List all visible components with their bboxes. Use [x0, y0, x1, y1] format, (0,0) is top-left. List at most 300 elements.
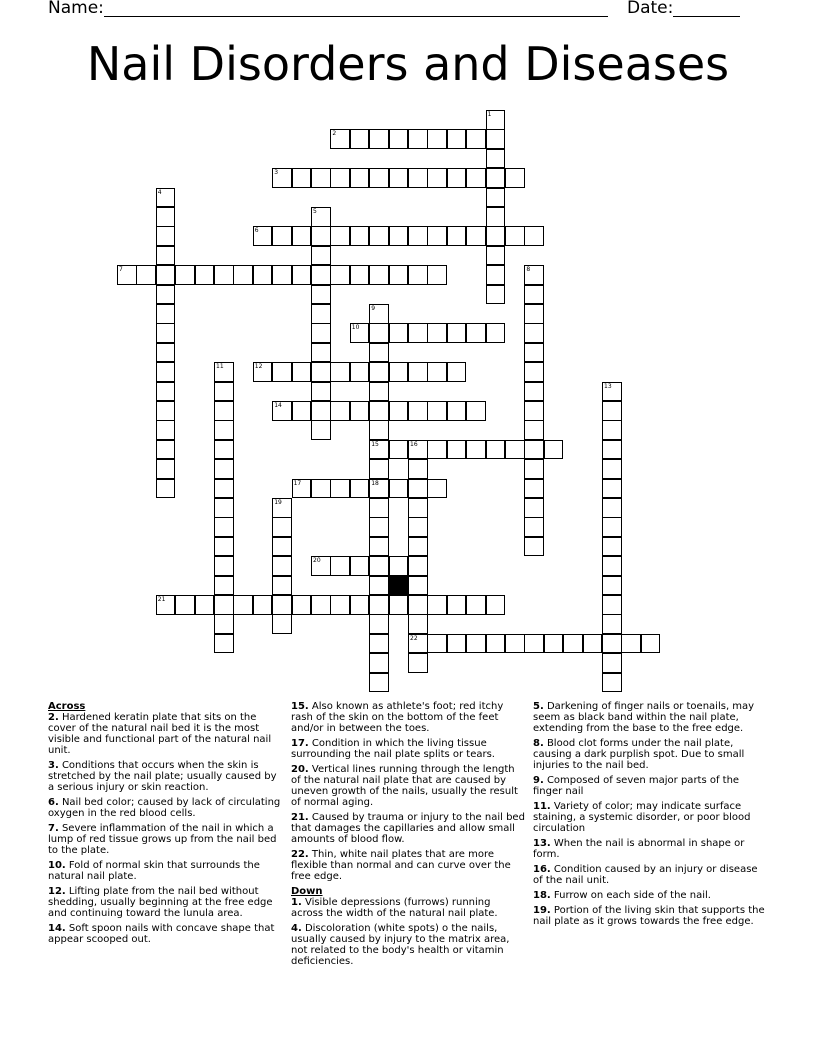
clue-num: 13.: [533, 838, 551, 849]
clues-column-2: [291, 701, 525, 971]
grid-cell[interactable]: [524, 440, 544, 460]
grid-cell[interactable]: [156, 382, 176, 402]
clue-text: Blood clot forms under the nail plate, causing a dark purplish spot. Due to small injuries to the nail bed.: [533, 738, 745, 771]
grid-cell[interactable]: [408, 576, 428, 596]
grid-cell[interactable]: [505, 168, 525, 188]
grid-cell[interactable]: [311, 420, 331, 440]
grid-cell[interactable]: [524, 498, 544, 518]
grid-cell[interactable]: [272, 556, 292, 576]
grid-cell[interactable]: [272, 226, 292, 246]
grid-cell[interactable]: [156, 304, 176, 324]
grid-cell[interactable]: [253, 265, 273, 285]
grid-cell[interactable]: [156, 459, 176, 479]
grid-cell[interactable]: [195, 265, 215, 285]
grid-cell[interactable]: [330, 168, 350, 188]
clue-text: Nail bed color; caused by lack of circulating oxygen in the red blood cells.: [48, 797, 281, 819]
grid-cell[interactable]: [408, 168, 428, 188]
grid-cell[interactable]: [272, 614, 292, 634]
grid-cell[interactable]: [369, 440, 389, 460]
grid-cell[interactable]: [369, 537, 389, 557]
grid-cell[interactable]: [505, 634, 525, 654]
grid-cell[interactable]: [602, 595, 622, 615]
grid-cell[interactable]: [544, 440, 564, 460]
clue-item: [533, 838, 767, 860]
grid-cell[interactable]: [602, 576, 622, 596]
grid-cell[interactable]: [408, 265, 428, 285]
grid-cell[interactable]: [524, 226, 544, 246]
grid-cell[interactable]: [389, 479, 409, 499]
clue-number: 7: [119, 266, 123, 274]
grid-cell[interactable]: [272, 537, 292, 557]
grid-cell[interactable]: [350, 129, 370, 149]
grid-cell[interactable]: [602, 382, 622, 402]
clue-number: 12: [254, 363, 263, 371]
grid-cell[interactable]: [272, 595, 292, 615]
grid-cell[interactable]: [486, 246, 506, 266]
grid-cell[interactable]: [408, 498, 428, 518]
clue-text: Composed of seven major parts of the finger nail: [533, 775, 740, 797]
grid-cell[interactable]: [369, 595, 389, 615]
clue-number: 2: [332, 130, 337, 138]
grid-cell[interactable]: [156, 207, 176, 227]
grid-cell[interactable]: [330, 401, 350, 421]
grid-cell[interactable]: [292, 479, 312, 499]
grid-cell[interactable]: [369, 459, 389, 479]
grid-cell[interactable]: [408, 556, 428, 576]
grid-cell[interactable]: [486, 149, 506, 169]
grid-cell[interactable]: [195, 595, 215, 615]
clue-text: Discoloration (white spots) o the nails, usually caused by injury to the matrix area, not related to the body's health or vitamin deficiencies.: [291, 923, 510, 967]
clue-num: 4.: [291, 923, 302, 934]
grid-cell[interactable]: [524, 304, 544, 324]
grid-cell[interactable]: [156, 265, 176, 285]
grid-cell[interactable]: [369, 420, 389, 440]
clue-num: 5.: [533, 701, 544, 712]
grid-cell[interactable]: [214, 382, 234, 402]
grid-cell[interactable]: [175, 595, 195, 615]
clue-item: [48, 923, 282, 945]
grid-cell[interactable]: [214, 576, 234, 596]
grid-cell[interactable]: [389, 226, 409, 246]
grid-cell[interactable]: [602, 673, 622, 693]
grid-cell[interactable]: [408, 226, 428, 246]
clue-num: 12.: [48, 886, 66, 897]
grid-cell[interactable]: [214, 401, 234, 421]
clue-number: 8: [526, 266, 531, 274]
grid-cell[interactable]: [408, 323, 428, 343]
grid-cell[interactable]: [408, 634, 428, 654]
grid-cell[interactable]: [602, 634, 622, 654]
grid-cell[interactable]: [369, 382, 389, 402]
clue-num: 9.: [533, 775, 544, 786]
grid-cell[interactable]: [350, 556, 370, 576]
grid-cell[interactable]: [466, 226, 486, 246]
grid-cell[interactable]: [486, 207, 506, 227]
grid-cell[interactable]: [369, 304, 389, 324]
clue-text: Vertical lines running through the length of the natural nail plate that are caused by uneven growth of the nails, usually the result of normal aging.: [291, 764, 518, 808]
grid-cell[interactable]: [214, 556, 234, 576]
grid-cell[interactable]: [641, 634, 661, 654]
clue-num: 2.: [48, 712, 59, 723]
grid-cell[interactable]: [389, 595, 409, 615]
clue-item: [533, 738, 767, 771]
grid-cell[interactable]: [389, 556, 409, 576]
clue-text: Variety of color; may indicate surface staining, a systemic disorder, or poor blood circulation: [533, 801, 751, 834]
grid-cell[interactable]: [408, 614, 428, 634]
grid-cell[interactable]: [466, 595, 486, 615]
grid-cell[interactable]: [602, 401, 622, 421]
grid-cell[interactable]: [427, 362, 447, 382]
grid-cell[interactable]: [214, 634, 234, 654]
grid-cell[interactable]: [330, 479, 350, 499]
grid-cell[interactable]: [330, 362, 350, 382]
grid-cell[interactable]: [253, 362, 273, 382]
grid-cell[interactable]: [408, 129, 428, 149]
grid-cell[interactable]: [524, 634, 544, 654]
grid-cell[interactable]: [486, 110, 506, 130]
grid-cell[interactable]: [486, 285, 506, 305]
grid-cell[interactable]: [311, 265, 331, 285]
grid-cell[interactable]: [466, 401, 486, 421]
grid-cell[interactable]: [544, 634, 564, 654]
grid-cell[interactable]: [350, 595, 370, 615]
grid-cell[interactable]: [156, 420, 176, 440]
grid-cell[interactable]: [408, 401, 428, 421]
grid-cell[interactable]: [524, 479, 544, 499]
grid-cell[interactable]: [408, 595, 428, 615]
clue-number: 14: [274, 402, 282, 409]
grid-cell[interactable]: [156, 440, 176, 460]
grid-cell[interactable]: [292, 168, 312, 188]
grid-cell[interactable]: [369, 129, 389, 149]
grid-cell[interactable]: [369, 634, 389, 654]
clue-num: 7.: [48, 823, 59, 834]
grid-cell[interactable]: [369, 517, 389, 537]
grid-cell[interactable]: [156, 595, 176, 615]
grid-cell[interactable]: [214, 498, 234, 518]
grid-cell[interactable]: [408, 653, 428, 673]
grid-cell[interactable]: [330, 226, 350, 246]
grid-cell[interactable]: [408, 537, 428, 557]
clue-item: [48, 712, 282, 756]
grid-cell[interactable]: [350, 479, 370, 499]
grid-cell[interactable]: [369, 401, 389, 421]
grid-cell[interactable]: [447, 634, 467, 654]
clue-num: 1.: [291, 897, 302, 908]
clue-item: [291, 849, 525, 882]
grid-cell[interactable]: [156, 323, 176, 343]
grid-cell[interactable]: [214, 537, 234, 557]
clue-text: Furrow on each side of the nail.: [550, 890, 711, 901]
grid-cell[interactable]: [563, 634, 583, 654]
grid-cell[interactable]: [369, 226, 389, 246]
grid-cell[interactable]: [350, 401, 370, 421]
clue-item: [533, 801, 767, 834]
grid-cell[interactable]: [272, 401, 292, 421]
clue-item: [533, 701, 767, 734]
grid-cell[interactable]: [292, 362, 312, 382]
grid-cell[interactable]: [156, 285, 176, 305]
grid-cell[interactable]: [253, 595, 273, 615]
grid-cell[interactable]: [369, 343, 389, 363]
clue-text: Conditions that occurs when the skin is stretched by the nail plate; usually caused by a serious injury or skin reaction.: [48, 760, 277, 793]
grid-cell[interactable]: [292, 265, 312, 285]
grid-cell[interactable]: [214, 265, 234, 285]
grid-cell[interactable]: [214, 420, 234, 440]
grid-cell[interactable]: [156, 188, 176, 208]
grid-cell[interactable]: [156, 343, 176, 363]
grid-cell[interactable]: [602, 517, 622, 537]
grid-cell[interactable]: [214, 595, 234, 615]
grid-cell[interactable]: [408, 362, 428, 382]
clue-number: 5: [313, 208, 317, 215]
clue-num: 10.: [48, 860, 66, 871]
clue-text: Hardened keratin plate that sits on the cover of the natural nail bed it is the most visible and functional part of the natural nail unit.: [48, 712, 272, 756]
grid-cell[interactable]: [621, 634, 641, 654]
grid-cell[interactable]: [602, 479, 622, 499]
grid-cell[interactable]: [447, 323, 467, 343]
grid-cell[interactable]: [408, 440, 428, 460]
clue-item: [533, 864, 767, 886]
grid-cell[interactable]: [389, 129, 409, 149]
grid-cell[interactable]: [214, 440, 234, 460]
grid-cell[interactable]: [330, 595, 350, 615]
grid-cell[interactable]: [427, 634, 447, 654]
page-title: Nail Disorders and Diseases: [86, 37, 730, 91]
grid-cell[interactable]: [369, 673, 389, 693]
clue-item: [533, 890, 767, 901]
grid-cell[interactable]: [602, 420, 622, 440]
grid-cell[interactable]: [311, 168, 331, 188]
grid-cell[interactable]: [272, 576, 292, 596]
clue-text: Fold of normal skin that surrounds the natural nail plate.: [48, 860, 260, 882]
grid-cell[interactable]: [602, 537, 622, 557]
grid-cell[interactable]: [427, 401, 447, 421]
grid-cell[interactable]: [466, 323, 486, 343]
grid-cell[interactable]: [389, 168, 409, 188]
grid-cell[interactable]: [524, 285, 544, 305]
grid-cell[interactable]: [427, 168, 447, 188]
grid-cell[interactable]: [447, 595, 467, 615]
grid-cell[interactable]: [311, 362, 331, 382]
grid-cell[interactable]: [311, 226, 331, 246]
grid-cell[interactable]: [292, 226, 312, 246]
grid-cell[interactable]: [350, 323, 370, 343]
grid-cell[interactable]: [486, 226, 506, 246]
grid-cell[interactable]: [524, 362, 544, 382]
grid-cell[interactable]: [369, 498, 389, 518]
grid-cell[interactable]: [427, 226, 447, 246]
grid-cell[interactable]: [408, 459, 428, 479]
grid-cell[interactable]: [214, 362, 234, 382]
grid-cell[interactable]: [272, 362, 292, 382]
grid-cell[interactable]: [486, 595, 506, 615]
grid-cell[interactable]: [350, 168, 370, 188]
grid-cell[interactable]: [311, 479, 331, 499]
grid-cell[interactable]: [583, 634, 603, 654]
grid-cell[interactable]: [486, 323, 506, 343]
clue-number: 15: [371, 440, 379, 448]
clue-number: 17: [293, 479, 302, 487]
clue-num: 15.: [291, 701, 309, 712]
grid-cell[interactable]: [486, 265, 506, 285]
clue-num: 8.: [533, 738, 544, 749]
grid-cell[interactable]: [330, 129, 350, 149]
grid-cell[interactable]: [486, 168, 506, 188]
clue-num: 19.: [533, 905, 551, 916]
grid-cell[interactable]: [389, 362, 409, 382]
grid-cell[interactable]: [466, 634, 486, 654]
grid-cell[interactable]: [136, 265, 156, 285]
grid-cell[interactable]: [486, 440, 506, 460]
clue-num: 11.: [533, 801, 551, 812]
grid-cell[interactable]: [524, 401, 544, 421]
grid-cell[interactable]: [156, 401, 176, 421]
grid-cell[interactable]: [369, 653, 389, 673]
grid-cell[interactable]: [311, 343, 331, 363]
clue-item: [48, 797, 282, 819]
grid-cell[interactable]: [602, 556, 622, 576]
grid-cell[interactable]: [408, 517, 428, 537]
grid-cell[interactable]: [311, 401, 331, 421]
clue-num: 3.: [48, 760, 59, 771]
grid-cell[interactable]: [389, 323, 409, 343]
grid-cell[interactable]: [311, 246, 331, 266]
grid-cell[interactable]: [524, 323, 544, 343]
grid-cell[interactable]: [602, 498, 622, 518]
grid-cell[interactable]: [447, 226, 467, 246]
clue-number: 1: [487, 111, 492, 118]
grid-cell[interactable]: [602, 440, 622, 460]
grid-cell[interactable]: [233, 265, 253, 285]
grid-cell[interactable]: [486, 188, 506, 208]
grid-cell[interactable]: [369, 362, 389, 382]
grid-cell[interactable]: [486, 634, 506, 654]
clue-item: [48, 860, 282, 882]
clue-text: Condition in which the living tissue surrounding the nail plate splits or tears.: [291, 738, 495, 760]
grid-cell[interactable]: [330, 556, 350, 576]
grid-cell[interactable]: [389, 265, 409, 285]
grid-cell[interactable]: [292, 595, 312, 615]
grid-cell[interactable]: [253, 226, 273, 246]
grid-cell[interactable]: [156, 226, 176, 246]
grid-cell[interactable]: [214, 459, 234, 479]
grid-cell[interactable]: [369, 556, 389, 576]
grid-cell[interactable]: [330, 265, 350, 285]
grid-cell[interactable]: [311, 304, 331, 324]
grid-cell[interactable]: [369, 576, 389, 596]
grid-cell[interactable]: [272, 498, 292, 518]
grid-cell[interactable]: [156, 479, 176, 499]
grid-cell[interactable]: [156, 246, 176, 266]
grid-cell[interactable]: [447, 401, 467, 421]
grid-cell[interactable]: [505, 226, 525, 246]
clue-item: [291, 738, 525, 760]
grid-cell[interactable]: [214, 614, 234, 634]
grid-cell[interactable]: [427, 595, 447, 615]
grid-cell[interactable]: [311, 556, 331, 576]
grid-cell[interactable]: [272, 517, 292, 537]
grid-cell[interactable]: [524, 343, 544, 363]
grid-cell[interactable]: [524, 265, 544, 285]
grid-cell[interactable]: [427, 479, 447, 499]
clue-number: 18: [371, 479, 379, 487]
grid-cell[interactable]: [311, 595, 331, 615]
grid-cell[interactable]: [602, 614, 622, 634]
name-label: Name:: [48, 0, 104, 18]
grid-cell[interactable]: [447, 362, 467, 382]
grid-cell[interactable]: [272, 265, 292, 285]
grid-cell[interactable]: [602, 459, 622, 479]
clue-item: [48, 760, 282, 793]
grid-cell[interactable]: [369, 168, 389, 188]
grid-cell[interactable]: [272, 168, 292, 188]
clue-number: 16: [410, 440, 418, 448]
grid-cell[interactable]: [233, 595, 253, 615]
grid-cell[interactable]: [466, 440, 486, 460]
clue-item: [48, 823, 282, 856]
grid-cell[interactable]: [524, 420, 544, 440]
grid-cell[interactable]: [524, 517, 544, 537]
clue-number: 22: [410, 634, 418, 642]
grid-cell[interactable]: [524, 537, 544, 557]
grid-cell[interactable]: [369, 323, 389, 343]
clue-text: Caused by trauma or injury to the nail bed that damages the capillaries and allow small amounts of blood flow.: [291, 812, 525, 845]
grid-cell[interactable]: [486, 129, 506, 149]
grid-cell[interactable]: [389, 440, 409, 460]
grid-cell[interactable]: [311, 382, 331, 402]
clue-num: 21.: [291, 812, 309, 823]
grid-cell[interactable]: [427, 129, 447, 149]
grid-cell[interactable]: [292, 401, 312, 421]
grid-cell[interactable]: [466, 129, 486, 149]
grid-black-cell: [389, 576, 409, 596]
clue-text: Visible depressions (furrows) running across the width of the natural nail plate.: [291, 897, 498, 919]
grid-cell[interactable]: [389, 401, 409, 421]
grid-cell[interactable]: [427, 323, 447, 343]
grid-cell[interactable]: [427, 440, 447, 460]
grid-cell[interactable]: [524, 459, 544, 479]
grid-cell[interactable]: [156, 362, 176, 382]
grid-cell[interactable]: [311, 285, 331, 305]
grid-cell[interactable]: [214, 479, 234, 499]
grid-cell[interactable]: [350, 362, 370, 382]
grid-cell[interactable]: [602, 653, 622, 673]
clue-text: Darkening of finger nails or toenails, may seem as black band within the nail plate, extending from the base to the free edge.: [533, 701, 755, 734]
clue-item: [533, 775, 767, 797]
grid-cell[interactable]: [350, 265, 370, 285]
grid-cell[interactable]: [447, 440, 467, 460]
grid-cell[interactable]: [117, 265, 137, 285]
clue-number: 21: [157, 596, 166, 603]
grid-cell[interactable]: [311, 323, 331, 343]
grid-cell[interactable]: [466, 168, 486, 188]
grid-cell[interactable]: [447, 168, 467, 188]
clue-number: 20: [313, 557, 321, 565]
grid-cell[interactable]: [175, 265, 195, 285]
grid-cell[interactable]: [447, 129, 467, 149]
grid-cell[interactable]: [505, 440, 525, 460]
grid-cell[interactable]: [214, 517, 234, 537]
grid-cell[interactable]: [369, 479, 389, 499]
grid-cell[interactable]: [369, 614, 389, 634]
grid-cell[interactable]: [408, 479, 428, 499]
grid-cell[interactable]: [427, 265, 447, 285]
grid-cell[interactable]: [524, 382, 544, 402]
grid-cell[interactable]: [350, 226, 370, 246]
grid-cell[interactable]: [369, 265, 389, 285]
grid-cell[interactable]: [311, 207, 331, 227]
